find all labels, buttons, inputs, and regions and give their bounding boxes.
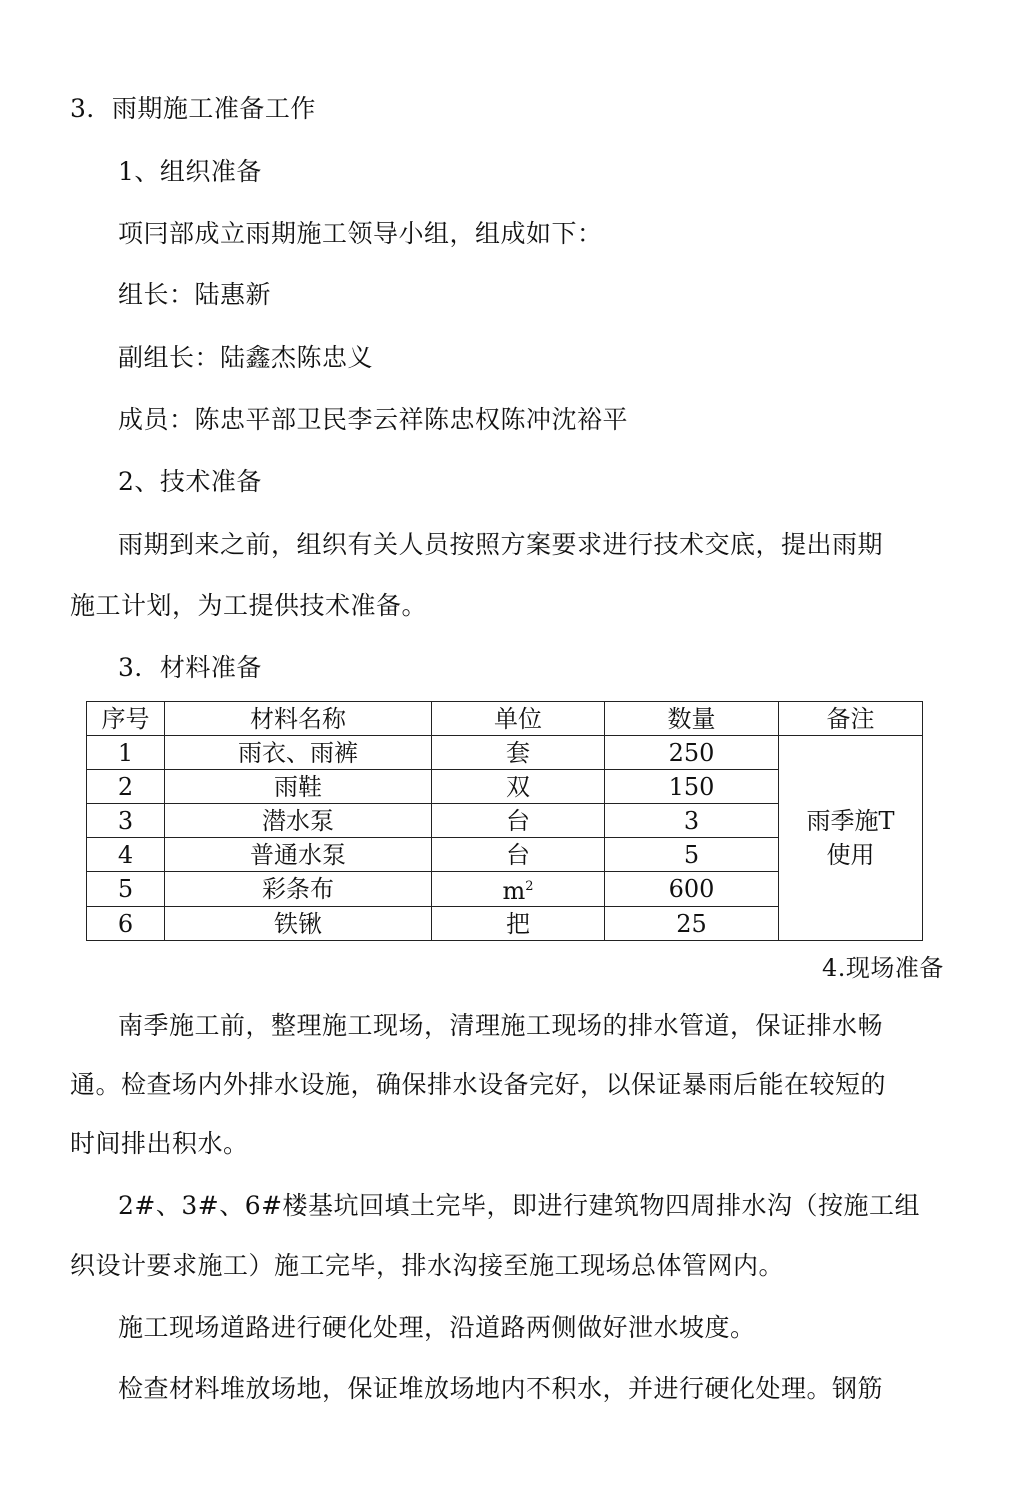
cell-unit: 双: [432, 770, 605, 804]
materials-table: [86, 701, 923, 941]
tech-paragraph-line-2: 施工计划，为工提供技术准备。: [70, 591, 428, 620]
cell-unit: 套: [432, 736, 605, 770]
table-header-row: [87, 702, 923, 736]
site-paragraph-3: 施工现场道路进行硬化处理，沿道路两侧做好泄水坡度。: [118, 1313, 756, 1342]
cell-quantity: 3: [605, 804, 779, 838]
cell-unit: 把: [432, 907, 605, 941]
cell-no: 1: [87, 736, 165, 770]
header-material-name: 材料名称: [165, 702, 432, 736]
cell-quantity: 600: [605, 872, 779, 907]
cell-no: 2: [87, 770, 165, 804]
site-paragraph-1-line-2: 通。检查场内外排水设施，确保排水设备完好，以保证暴雨后能在较短的: [70, 1070, 887, 1099]
unit-superscript: 2: [525, 879, 534, 894]
site-prep-title: 4.现场准备: [822, 954, 944, 982]
cell-material-name: 潜水泵: [165, 804, 432, 838]
cell-material-name: 雨衣、雨裤: [165, 736, 432, 770]
section-heading: 3．雨期施工准备工作: [70, 94, 316, 123]
table-row: [87, 736, 923, 770]
cell-no: 6: [87, 907, 165, 941]
team-leader: 组长：陆惠新: [118, 280, 272, 309]
team-members: 成员：陈忠平部卫民李云祥陈忠权陈冲沈裕平: [118, 405, 629, 434]
unit-text: m: [502, 877, 526, 905]
cell-unit: 台: [432, 838, 605, 872]
cell-remarks: 雨季施T 使用: [779, 736, 923, 941]
cell-quantity: 5: [605, 838, 779, 872]
cell-material-name: 彩条布: [165, 872, 432, 907]
org-prep-title: 1、组织准备: [118, 157, 262, 186]
tech-paragraph-line-1: 雨期到来之前，组织有关人员按照方案要求进行技术交底，提出雨期: [118, 530, 884, 559]
header-unit: 单位: [432, 702, 605, 736]
cell-material-name: 普通水泵: [165, 838, 432, 872]
cell-quantity: 250: [605, 736, 779, 770]
cell-material-name: 雨鞋: [165, 770, 432, 804]
header-no: 序号: [87, 702, 165, 736]
cell-material-name: 铁锹: [165, 907, 432, 941]
org-intro: 项冃部成立雨期施工领导小组，组成如下：: [118, 219, 603, 248]
cell-no: 3: [87, 804, 165, 838]
site-paragraph-1-line-3: 时间排出积水。: [70, 1129, 249, 1158]
tech-prep-title: 2、技术准备: [118, 467, 262, 496]
header-remarks: 备注: [779, 702, 923, 736]
site-paragraph-2-line-1: 2#、3#、6#楼基坑回填土完毕，即进行建筑物四周排水沟（按施工组: [118, 1191, 921, 1220]
cell-unit: 台: [432, 804, 605, 838]
cell-unit: [432, 872, 605, 907]
materials-prep-title: 3．材料准备: [118, 653, 262, 682]
cell-no: 4: [87, 838, 165, 872]
site-paragraph-1-line-1: 南季施工前，整理施工现场，清理施工现场的排水管道，保证排水畅: [118, 1011, 884, 1040]
cell-no: 5: [87, 872, 165, 907]
header-quantity: 数量: [605, 702, 779, 736]
cell-quantity: 150: [605, 770, 779, 804]
site-paragraph-2-line-2: 织设计要求施工）施工完毕，排水沟接至施工现场总体管网内。: [70, 1251, 785, 1280]
deputy-leader: 副组长：陆鑫杰陈忠义: [118, 343, 374, 372]
cell-quantity: 25: [605, 907, 779, 941]
site-paragraph-4: 检查材料堆放场地，保证堆放场地内不积水，并进行硬化处理。钢筋: [118, 1374, 884, 1403]
